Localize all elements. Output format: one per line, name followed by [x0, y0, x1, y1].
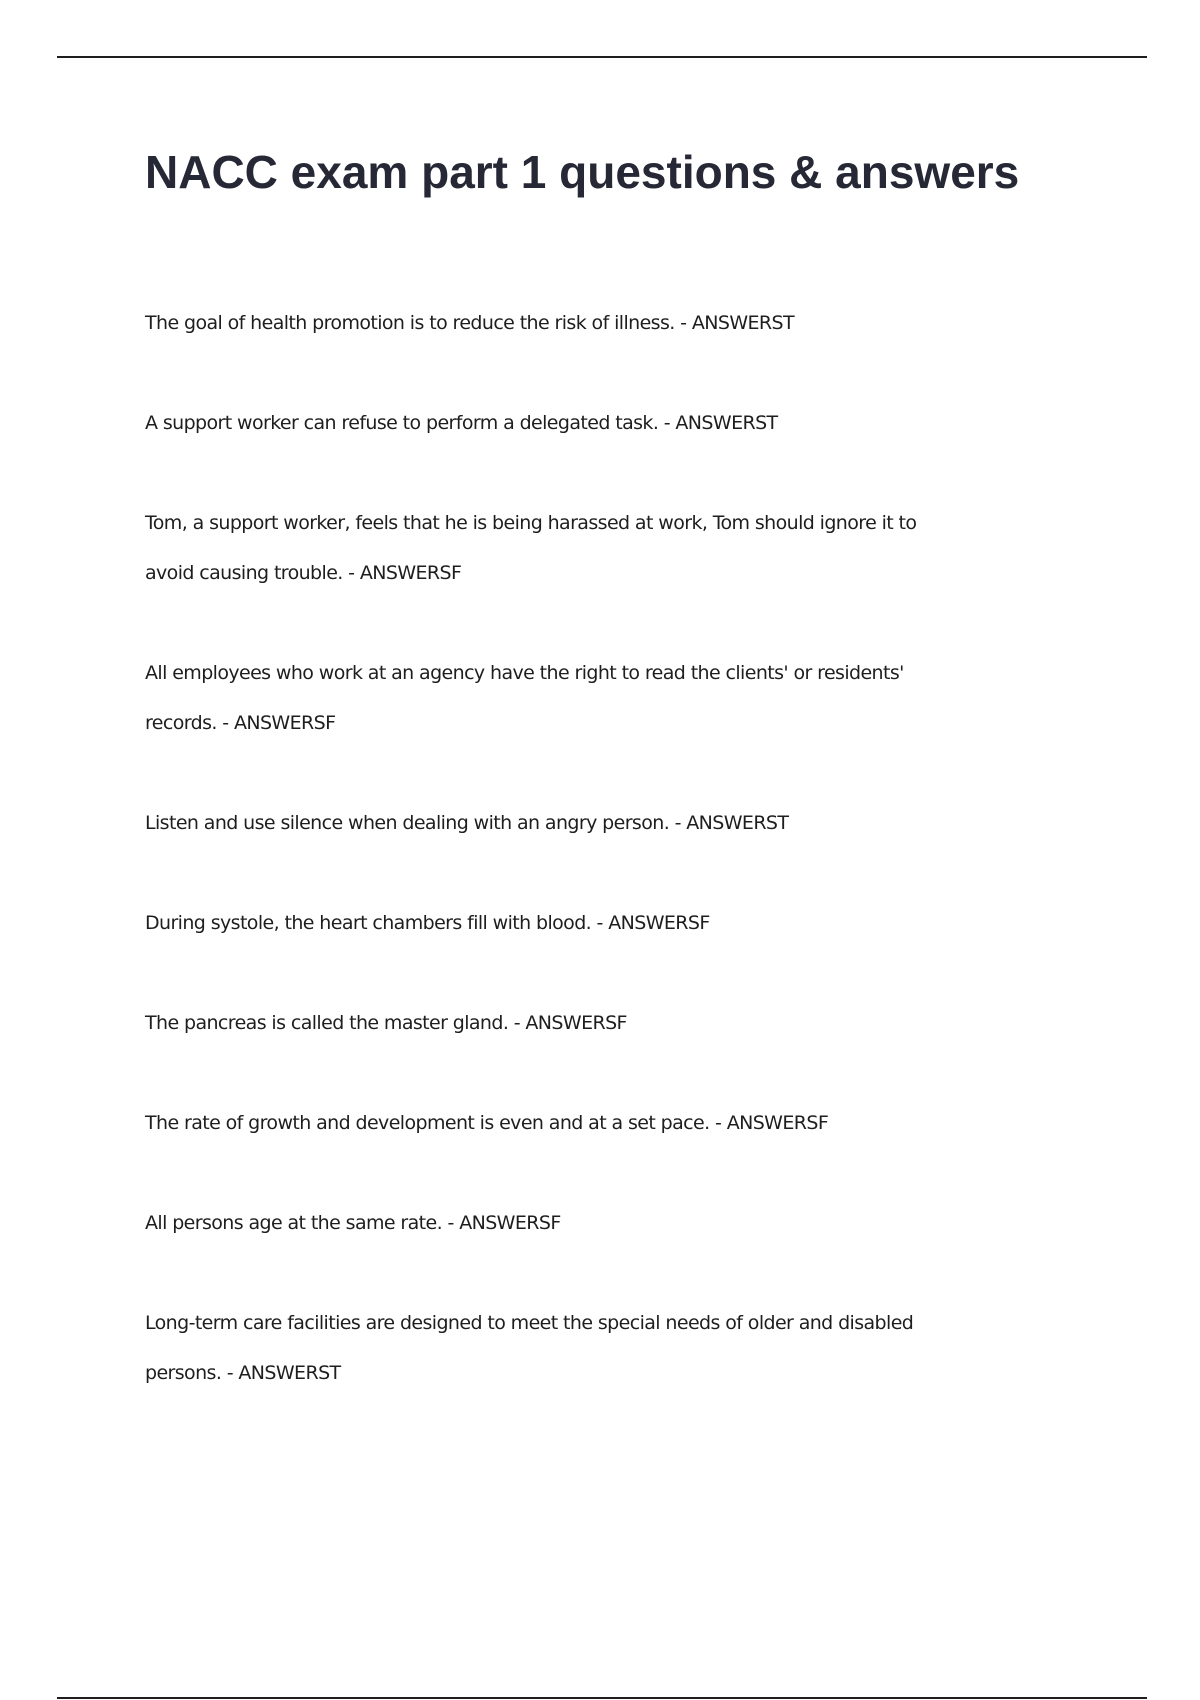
qa-item: All persons age at the same rate. - ANSWERSF [145, 1212, 561, 1234]
qa-list [145, 298, 965, 1448]
qa-item: A support worker can refuse to perform a delegated task. - ANSWERST [145, 412, 778, 434]
document-title: NACC exam part 1 questions & answers [145, 146, 1020, 198]
qa-item: During systole, the heart chambers fill with blood. - ANSWERSF [145, 912, 710, 934]
footer-rule [57, 1697, 1147, 1699]
qa-item: The rate of growth and development is even and at a set pace. - ANSWERSF [145, 1112, 829, 1134]
qa-item: Tom, a support worker, feels that he is being harassed at work, Tom should ignore it to avoid causing trouble. - ANSWERSF [145, 512, 917, 584]
qa-item: The goal of health promotion is to reduce the risk of illness. - ANSWERST [145, 312, 794, 334]
qa-item: Listen and use silence when dealing with an angry person. - ANSWERST [145, 812, 789, 834]
qa-item: Long-term care facilities are designed to meet the special needs of older and disabled persons. - ANSWERST [145, 1312, 914, 1384]
qa-item: All employees who work at an agency have the right to read the clients' or residents' records. - ANSWERSF [145, 662, 904, 734]
header-rule [57, 56, 1147, 58]
qa-item: The pancreas is called the master gland. - ANSWERSF [145, 1012, 627, 1034]
